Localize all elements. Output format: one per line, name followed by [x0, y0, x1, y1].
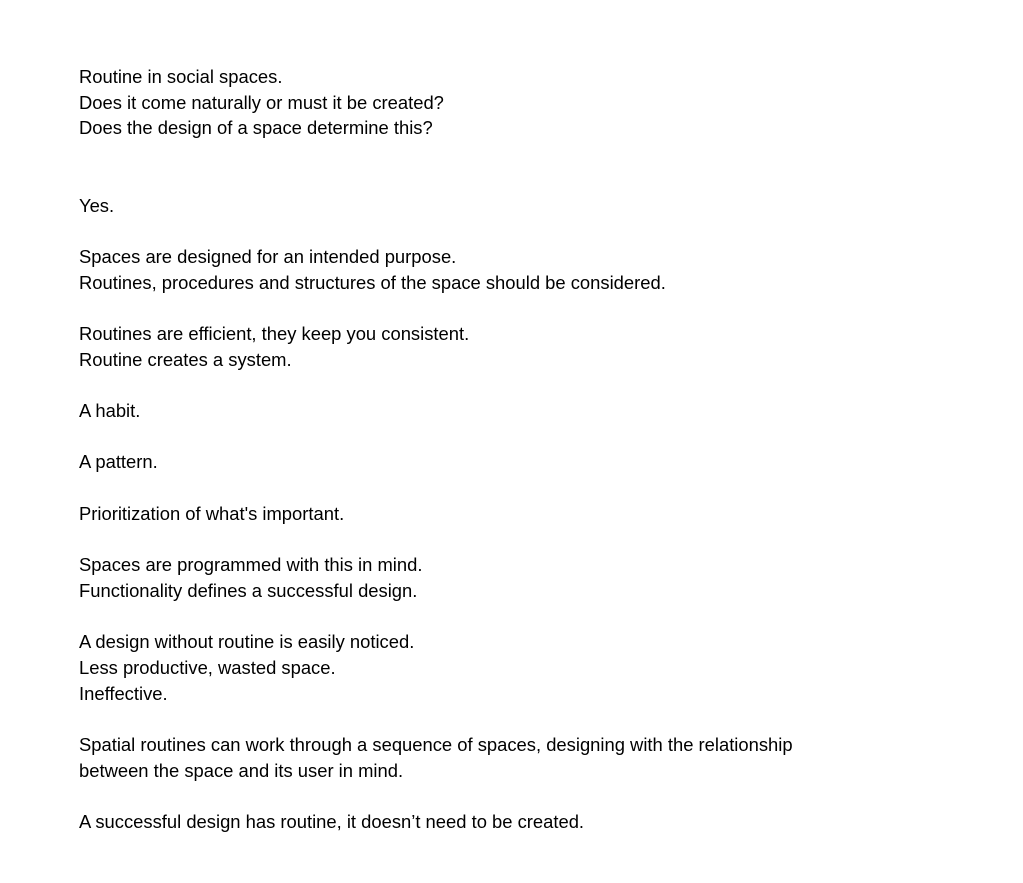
paragraph-answer — [79, 193, 979, 219]
text-line: Routine in social spaces. — [79, 66, 283, 87]
paragraph-conclusion — [79, 809, 979, 835]
text-line: between the space and its user in mind. — [79, 759, 404, 781]
text-line: Spaces are designed for an intended purpose. — [79, 245, 457, 267]
text-line: Routines are efficient, they keep you consistent. — [79, 322, 470, 344]
paragraph-without-routine — [79, 629, 979, 706]
text-line: Ineffective. — [79, 682, 168, 704]
text-line: A successful design has routine, it doesn’t need to be created. — [79, 811, 585, 833]
text-line: Less productive, wasted space. — [79, 657, 336, 679]
text-line: A pattern. — [79, 451, 158, 473]
text-line: Yes. — [79, 194, 115, 216]
text-line: Does the design of a space determine this? — [79, 117, 433, 139]
paragraph-purpose — [79, 244, 979, 295]
text-line: Routines, procedures and structures of the space should be considered. — [79, 271, 666, 293]
paragraph-spatial-routines — [79, 732, 979, 783]
text-line: Spaces are programmed with this in mind. — [79, 554, 423, 576]
text-line: Does it come naturally or must it be created? — [79, 91, 444, 113]
paragraph-functionality — [79, 552, 979, 603]
text-line: Routine creates a system. — [79, 348, 292, 370]
text-line: A design without routine is easily noticed. — [79, 631, 415, 653]
text-line: Prioritization of what's important. — [79, 502, 345, 524]
paragraph-habit — [79, 398, 979, 424]
paragraph-efficiency — [79, 321, 979, 372]
text-line: A habit. — [79, 400, 141, 422]
paragraph-intro-questions — [79, 64, 979, 141]
paragraph-prioritization — [79, 501, 979, 527]
text-line: Spatial routines can work through a sequence of spaces, designing with the relationship — [79, 734, 793, 756]
text-line: Functionality defines a successful design. — [79, 579, 418, 601]
paragraph-pattern — [79, 449, 979, 475]
document-body — [79, 64, 979, 861]
